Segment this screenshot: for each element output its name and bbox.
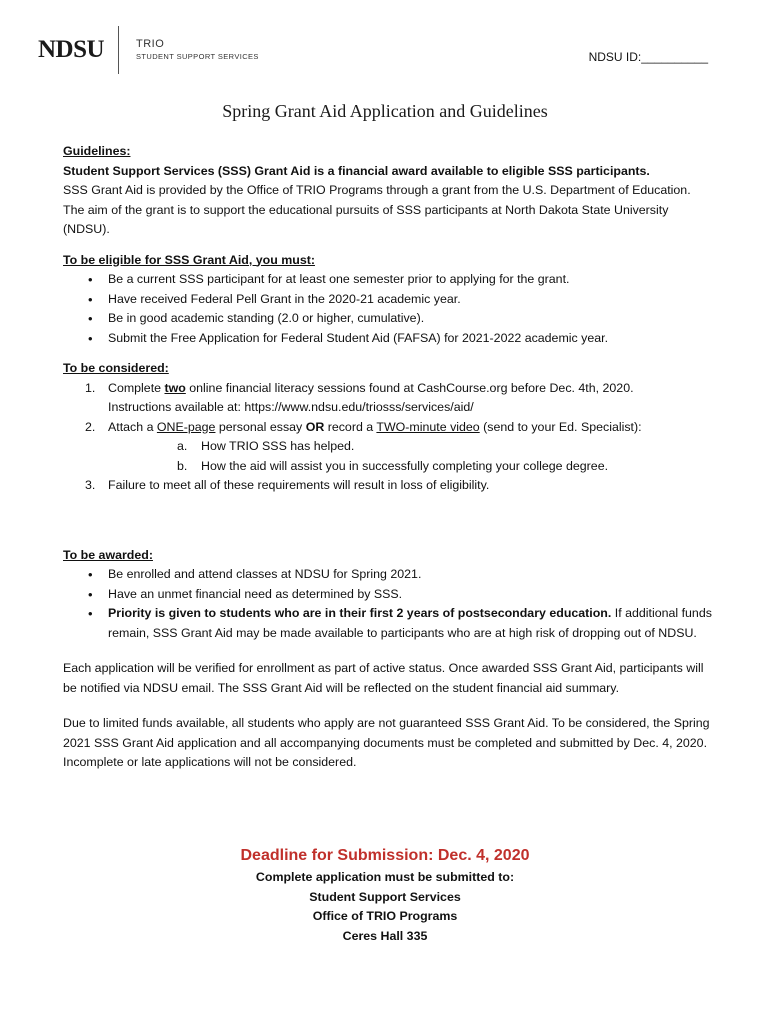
awarded-list [63,565,713,643]
list-item: • Be enrolled and attend classes at NDSU for Spring 2021. [63,565,713,585]
step-text: personal essay [215,419,306,434]
step-text: online financial literacy sessions found at CashCourse.org before Dec. 4th, 2020. [185,380,634,395]
priority-bold: Priority is given to students who are in their first 2 years of postsecondary education. [108,606,612,620]
list-item: • Be a current SSS participant for at least one semester prior to applying for the grant. [63,270,713,290]
eligibility-list [63,270,713,348]
logo-ndsu-text: NDSU [38,36,105,63]
step-2 [63,418,713,477]
list-item: • Have an unmet financial need as determined by SSS. [63,585,713,605]
essay-topics [108,437,713,476]
step-number: 1. [85,380,96,395]
step-text: Failure to meet all of these requirements will result in loss of eligibility. [108,478,490,492]
list-item [108,437,713,457]
page-title: Spring Grant Aid Application and Guidelines [222,101,548,121]
priority-text: If additional funds remain, SSS Grant Aid may be made available to participants who are at high risk of dropping out of NDSU. [108,606,712,640]
two-minute-video-emphasis: TWO-minute video [376,419,480,434]
submission-info [0,844,770,946]
sub-letter: a. [177,439,188,453]
guidelines-intro-bold: Student Support Services (SSS) Grant Aid is a financial award available to eligible SSS participants. [63,163,650,178]
step-3 [63,476,713,496]
deadline-text: Deadline for Submission: Dec. 4, 2020 [240,847,530,864]
step-text: record a [324,419,377,434]
verification-paragraph: Each application will be verified for enrollment as part of active status. Once awarded SSS Grant Aid, participants will be notified via NDSU email. The SSS Grant Aid will be reflected on the student financial aid summary. [63,661,704,695]
list-item [108,457,713,477]
submit-to-text: Complete application must be submitted to: [255,870,515,884]
list-item: • Have received Federal Pell Grant in the 2020-21 academic year. [63,290,713,310]
address-line-1: Student Support Services [309,889,461,904]
sub-text: How TRIO SSS has helped. [201,439,355,453]
step-number: 2. [85,419,96,434]
awarded-heading: To be awarded: [63,547,153,562]
list-item [63,604,713,643]
guidelines-heading: Guidelines: [63,144,131,158]
step-1 [63,379,713,418]
instructions-url-text: Instructions available at: https://www.ndsu.edu/triosss/services/aid/ [108,400,474,414]
step-text: Attach a [108,419,157,434]
logo-sss-text: STUDENT SUPPORT SERVICES [136,52,259,61]
sub-letter: b. [177,458,188,473]
eligibility-heading: To be eligible for SSS Grant Aid, you must: [63,252,315,267]
step-text: Complete [108,380,165,395]
limited-funds-paragraph: Due to limited funds available, all students who apply are not guaranteed SSS Grant Aid. To be considered, the Spring 2021 SSS Grant Aid application and all accompanying documents must be completed and submitted by Dec. 4, 2020. Incomplete or late applications will not be considered. [63,716,710,769]
two-emphasis: two [164,380,186,395]
address-line-2: Office of TRIO Programs [312,909,458,923]
list-item: • Be in good academic standing (2.0 or higher, cumulative). [63,309,713,329]
logo-trio-text: TRIO [136,38,165,50]
step-text: (send to your Ed. Specialist): [479,419,642,434]
guidelines-intro-text: SSS Grant Aid is provided by the Office of TRIO Programs through a grant from the U.S. Department of Education. The aim of the grant is to support the educational pursuits of SSS participants at North Dakota State University (NDSU). [63,183,691,236]
one-page-emphasis: ONE-page [156,419,216,434]
logo-divider [118,26,119,74]
document-body [63,142,713,773]
address-line-3: Ceres Hall 335 [342,928,428,943]
considered-steps [63,379,713,496]
list-item: • Submit the Free Application for Federal Student Aid (FAFSA) for 2021-2022 academic year. [63,329,713,349]
ndsu-id-field: NDSU ID:__________ [588,50,708,64]
considered-heading: To be considered: [63,361,169,375]
step-number: 3. [85,478,96,492]
or-emphasis: OR [305,419,325,434]
sub-text: How the aid will assist you in successfully completing your college degree. [201,458,609,473]
